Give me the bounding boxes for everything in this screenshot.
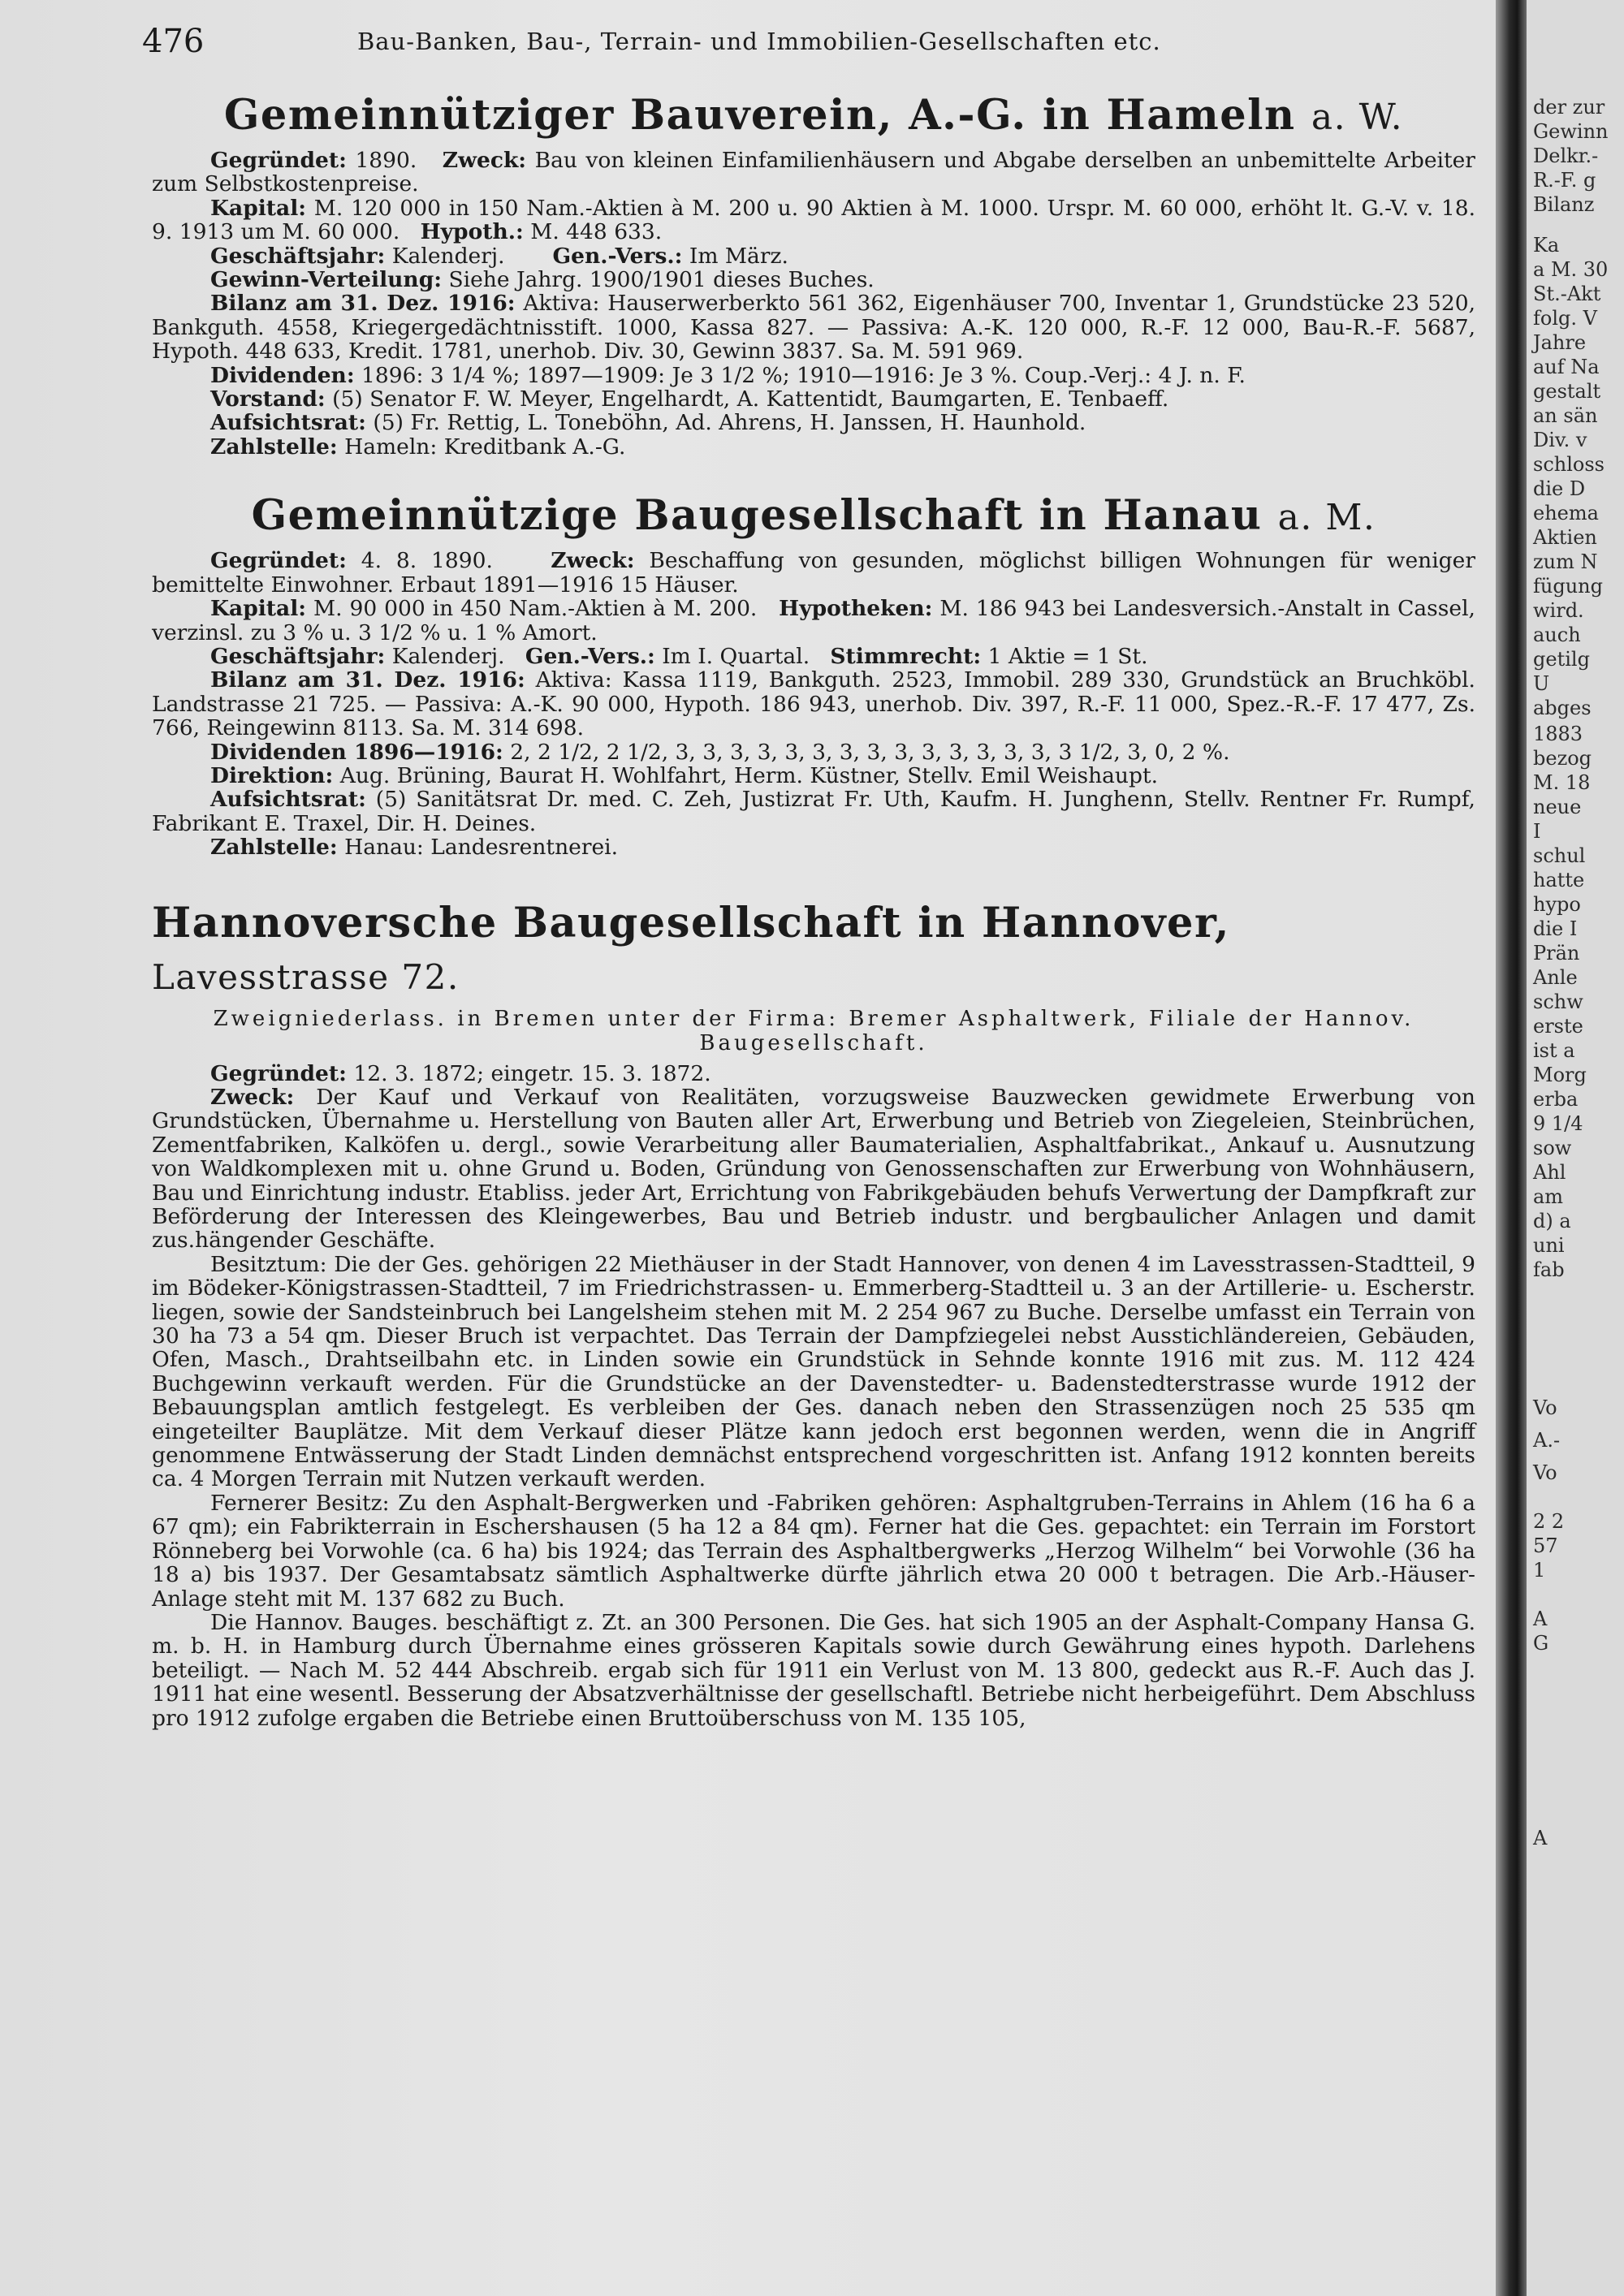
adjacent-page-fragment: an sän [1533,404,1598,427]
adjacent-page-fragment: a M. 30 [1533,258,1609,281]
entry-field: Zahlstelle: Hameln: Kreditbank A.-G. [210,434,626,460]
entry-field: Kapital: M. 90 000 in 450 Nam.-Aktien à M. 200. Hypotheken: M. 186 943 bei Landesversich.-Anstalt in Cassel, verzinsl. zu 3 % u. 3 1/2 % u. 1 % Amort. [152,596,1475,645]
adjacent-page-fragment: ehema [1533,502,1599,524]
entry-hannover [152,897,1475,1730]
adjacent-page-fragment: am [1533,1185,1564,1208]
adjacent-page-fragment: fügung [1533,575,1603,598]
adjacent-page-fragment: St.-Akt [1533,283,1601,305]
adjacent-page-fragment: R.-F. g [1533,169,1596,192]
entry-field: Gegründet: 4. 8. 1890. Zweck: Beschaffung von gesunden, möglichst billigen Wohnungen für weniger bemittelte Einwohner. Erbaut 1891—1916 15 Häuser. [152,548,1475,598]
adjacent-page-fragment: auch [1533,624,1581,646]
adjacent-page-fragment: erba [1533,1088,1579,1111]
entry-field: Gegründet: 12. 3. 1872; eingetr. 15. 3. 1872. [210,1060,711,1086]
running-title: Bau-Banken, Bau-, Terrain- und Immobilien-Gesellschaften etc. [357,28,1161,55]
entry-paragraph: Die Hannov. Bauges. beschäftigt z. Zt. an 300 Personen. Die Ges. hat sich 1905 an der Asphalt-Company Hansa G. m. b. H. in Hamburg durch Übernahme eines grösseren Kapitals sowie durch Gewährung eines hypoth. Darlehens beteiligt. — Nach M. 52 444 Abschreib. ergab sich für 1911 ein Verlust von M. 13 800, gedeckt aus R.-F. Auch das J. 1911 hat eine wesentl. Besserung der Absatzverhältnisse der gesellschaftl. Betriebe nicht herbeigeführt. Dem Abschluss pro 1912 zufolge ergaben die Betriebe einen Bruttoüberschuss von M. 135 105, [152,1609,1475,1731]
adjacent-page-fragment: erste [1533,1015,1583,1038]
adjacent-page-fragment: ist a [1533,1039,1575,1062]
entry-field: Aufsichtsrat: (5) Sanitätsrat Dr. med. C. Zeh, Justizrat Fr. Uth, Kaufm. H. Junghenn, Stellv. Rentner Fr. Rumpf, Fabrikant E. Traxel, Dir. H. Deines. [152,787,1475,836]
adjacent-page-fragment: hypo [1533,893,1581,916]
adjacent-page-fragment: Ahl [1533,1161,1566,1184]
adjacent-page-fragment: Vo [1533,1396,1557,1419]
entry-title: Gemeinnütziger Bauverein, A.-G. in Hameln a. W. [223,91,1404,140]
adjacent-page-fragment: Bilanz [1533,193,1595,216]
adjacent-page-fragment: Anle [1533,966,1578,989]
adjacent-page-fragment: Vo [1533,1461,1557,1484]
adjacent-page-fragment: die I [1533,917,1578,940]
entry-title: Hannoversche Baugesellschaft in Hannover, Lavesstrasse 72. [152,898,1230,997]
entry-field: Dividenden 1896—1916: 2, 2 1/2, 2 1/2, 3, 3, 3, 3, 3, 3, 3, 3, 3, 3, 3, 3, 3, 3, 3 1/2, 3, 0, 2 %. [210,739,1230,765]
adjacent-page-fragment: Aktien [1533,526,1597,549]
adjacent-page-fragment: 57 [1533,1534,1558,1557]
adjacent-page-fragment: hatte [1533,869,1585,891]
adjacent-page-fragment: zum N [1533,550,1598,573]
adjacent-page-fragment: fab [1533,1258,1565,1281]
entry-field: Zahlstelle: Hanau: Landesrentnerei. [210,835,619,861]
adjacent-page-fragment: Ka [1533,234,1560,257]
adjacent-page-fragment: uni [1533,1234,1565,1257]
adjacent-page-fragment: I [1533,820,1541,843]
adjacent-page-fragment: G [1533,1632,1549,1655]
adjacent-page-fragment: Jahre [1533,331,1587,354]
adjacent-page-fragment: schul [1533,844,1586,867]
entry-field: Geschäftsjahr: Kalenderj. Gen.-Vers.: Im März. [210,243,788,269]
adjacent-page-fragment: 2 2 [1533,1510,1565,1533]
adjacent-page-fragment: A [1533,1608,1548,1630]
adjacent-page-fragment: 9 1/4 [1533,1112,1583,1135]
adjacent-page-fragment: 1883 [1533,723,1583,745]
adjacent-page-fragment: M. 18 [1533,771,1591,794]
adjacent-page-fragment: folg. V [1533,307,1597,330]
adjacent-page-fragment: bezog [1533,747,1592,770]
adjacent-page-fragment: wird. [1533,599,1584,622]
adjacent-page-fragment: neue [1533,796,1582,818]
entry-paragraph: Besitztum: Die der Ges. gehörigen 22 Miethäuser in der Stadt Hannover, von denen 4 im Lavesstrassen-Stadtteil, 9 im Bödeker-Königstrassen-Stadtteil, 7 im Friedrichstrassen- u. Emmerberg-Stadtteil u. 3 an der Artillerie- u. Escherstr. liegen, sowie der Sandsteinbruch bei Langelsheim stehen mit M. 2 254 967 zu Buche. Derselbe umfasst ein Terrain von 30 ha 73 a 54 qm. Dieser Bruch ist verpachtet. Das Terrain der Dampfziegelei nebst Ausstichländereien, Gebäuden, Ofen, Masch., Drahtseilbahn etc. in Linden sowie ein Grundstück in Sehnde konnte 1916 mit zus. M. 112 424 Buchgewinn verkauft werden. Für die Grundstücke an der Davenstedter- u. Badenstedterstrasse wurde 1912 der Bebauungsplan amtlich festgelegt. Es verbleiben der Ges. danach neben den Strassenzügen noch 25 535 qm eingeteilter Bauplätze. Mit dem Verkauf dieser Plätze kann jedoch erst begonnen werden, wenn die in Angriff genommene Entwässerung der Stadt Linden demnächst entsprechend vorgeschritten ist. Anfang 1912 konnten bereits ca. 4 Morgen Terrain mit Nutzen verkauft werden. [152,1251,1475,1492]
adjacent-page-fragment: sow [1533,1137,1572,1159]
entry-field: Bilanz am 31. Dez. 1916: Aktiva: Hauserwerberkto 561 362, Eigenhäuser 700, Inventar 1, Grundstücke 23 520, Bankguth. 4558, Kriegergedächtnisstift. 1000, Kassa 827. — Passiva: A.-K. 120 000, R.-F. 12 000, Bau-R.-F. 5687, Hypoth. 448 633, Kredit. 1781, unerhob. Div. 30, Gewinn 3837. Sa. M. 591 969. [152,291,1475,365]
page-gutter [1496,0,1527,2296]
entry-field: Gewinn-Verteilung: Siehe Jahrg. 1900/1901 dieses Buches. [210,267,875,293]
adjacent-page-fragment: schloss [1533,453,1605,476]
adjacent-page-fragment: Delkr.- [1533,145,1599,167]
page-number: 476 [142,23,205,60]
adjacent-page-fragment: 1 [1533,1559,1546,1582]
entry-field: Gegründet: 1890. Zweck: Bau von kleinen Einfamilienhäusern und Abgabe derselben an unbemittelte Arbeiter zum Selbstkostenpreise. [152,148,1475,197]
adjacent-page-fragment: der zur [1533,96,1605,119]
entry-title: Gemeinnützige Baugesellschaft in Hanau a. M. [251,491,1376,541]
page-header [142,23,1474,60]
entry-field: Aufsichtsrat: (5) Fr. Rettig, L. Toneböhn, Ad. Ahrens, H. Janssen, H. Haunhold. [210,410,1086,436]
adjacent-page-edge [1527,0,1624,2296]
entry-field: Direktion: Aug. Brüning, Baurat H. Wohlfahrt, Herm. Küstner, Stellv. Emil Weishaupt. [210,762,1159,788]
entry-field: Vorstand: (5) Senator F. W. Meyer, Engelhardt, A. Kattentidt, Baumgarten, E. Tenbaeff. [210,386,1169,412]
adjacent-page-fragment: A.- [1533,1429,1561,1452]
adjacent-page-fragment: Div. v [1533,429,1587,451]
adjacent-page-fragment: U [1533,672,1550,695]
entry-hanau [152,490,1475,859]
adjacent-page-fragment: A [1533,1827,1548,1849]
adjacent-page-fragment: Morg [1533,1064,1587,1086]
adjacent-page-fragment: schw [1533,990,1583,1013]
adjacent-page-fragment: auf Na [1533,356,1600,378]
entry-subtitle: Zweigniederlass. in Bremen unter der Firma: Bremer Asphaltwerk, Filiale der Hannov. Baugesellschaft. [213,1006,1415,1055]
entry-field: Geschäftsjahr: Kalenderj. Gen.-Vers.: Im I. Quartal. Stimmrecht: 1 Aktie = 1 St. [210,643,1148,669]
text-column [152,89,1475,1730]
entry-field: Bilanz am 31. Dez. 1916: Aktiva: Kassa 1119, Bankguth. 2523, Immobil. 289 330, Grundstück an Bruchköbl. Landstrasse 21 725. — Passiva: A.-K. 90 000, Hypoth. 186 943, unerhob. Div. 397, R.-F. 11 000, Spez.-R.-F. 17 477, Zs. 766, Reingewinn 8113. Sa. M. 314 698. [152,667,1475,741]
entry-field: Dividenden: 1896: 3 1/4 %; 1897—1909: Je 3 1/2 %; 1910—1916: Je 3 %. Coup.-Verj.: 4 J. n. F. [210,362,1246,388]
adjacent-page-fragment: abges [1533,697,1592,719]
entry-paragraph: Fernerer Besitz: Zu den Asphalt-Bergwerken und -Fabriken gehören: Asphaltgruben-Terrains in Ahlem (16 ha 6 a 67 qm); ein Fabrikterrain in Eschershausen (5 ha 12 a 84 qm). Ferner hat die Ges. gepachtet: ein Terrain im Forstort Rönneberg bei Vorwohle (ca. 6 ha) bis 1924; das Terrain des Asphaltbergwerks „Herzog Wilhelm“ bei Vorwohle (36 ha 18 a) bis 1937. Der Gesamtabsatz sämtlich Asphaltwerke dürfte jährlich etwa 20 000 t betragen. Die Arb.-Häuser-Anlage steht mit M. 137 682 zu Buch. [152,1490,1475,1612]
adjacent-page-fragment: getilg [1533,648,1590,671]
adjacent-page-fragment: gestalt [1533,380,1601,403]
entry-field: Zweck: Der Kauf und Verkauf von Realitäten, vorzugsweise Bauzwecken gewidmete Erwerbung von Grundstücken, Übernahme u. Herstellung von Bauten aller Art, Erwerbung und Betrieb von Ziegeleien, Steinbrüchen, Zementfabriken, Kalköfen u. dergl., sowie Verarbeitung aller Baumaterialien, Asphaltfabrikat., Ankauf u. Ausnutzung von Waldkomplexen mit u. ohne Grund u. Boden, Gründung von Genossenschaften zur Erwerbung von Wohnhäusern, Bau und Einrichtung industr. Etabliss. jeder Art, Errichtung von Fabrikgebäuden behufs Verwertung der Dampfkraft zur Beförderung der Interessen des Kleingewerbes, Bau und Betrieb industr. und bergbaulicher Anlagen und damit zus.hängender Geschäfte. [152,1084,1475,1254]
entry-field: Kapital: M. 120 000 in 150 Nam.-Aktien à M. 200 u. 90 Aktien à M. 1000. Urspr. M. 60 000, erhöht lt. G.-V. v. 18. 9. 1913 um M. 60 000. Hypoth.: M. 448 633. [152,195,1475,245]
entry-hameln [152,89,1475,459]
adjacent-page-fragment: Prän [1533,942,1580,965]
adjacent-page-fragment: d) a [1533,1210,1571,1232]
adjacent-page-fragment: Gewinn [1533,120,1609,143]
adjacent-page-fragment: die D [1533,477,1586,500]
